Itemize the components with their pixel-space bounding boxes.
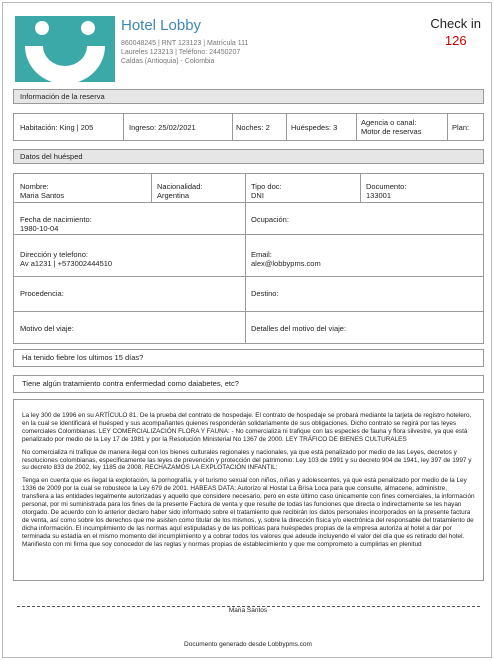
- guest-table: [13, 173, 484, 344]
- name-value: Maria Santos: [20, 191, 65, 200]
- birth-label: Fecha de nacimiento:: [20, 215, 92, 224]
- doctype-label: Tipo doc:: [251, 182, 282, 191]
- nationality-value: Argentina: [157, 191, 190, 200]
- legal-paragraph: Tenga en cuenta que es ilegal la explotación, la pornografía, y el turismo sexual con niños, niñas y adolescentes, ya que está penalizado por medio de la Ley 1336 de 2009 por la cual se robustece la Ley 679 de 2001. HABEAS DATA: Autorizo al Hostal La Brisa Loca para que consulte, almacene, administre, transfiera a las entidades legalmente autorizadas y aquello que considere necesario, pero en este último caso únicamente con fines comerciales, la información personal, por mi suministrada para los fines de la presente Factura de venta y que resulte de todas las funciones que directa o indirectamente se les hayan otorgado. De acuerdo con lo anterior declaro haber sido informado sobre el tratamiento que recibirán los datos personales incorporados en la presente factura de venta, así como sobre los derechos que me asisten como titular de los mismos, y, sobre la dirección física y/o electrónica del responsable del tratamiento de dicha información. El incumplimiento de las normas aquí estipuladas y de las políticas para huéspedes propias de la empresa autoriza al hotel a dar por terminada su estadía en el mismo momento del incumplimiento y a cobrar todos los valores que adeude incluyendo el valor del día que es retirado del hotel. Manifiesto con mi firma que soy conocedor de las reglas y normas propias de establecimiento y que me comprometo a cumplirlas en plenitud: [22, 477, 475, 548]
- nationality-field: [157, 182, 202, 200]
- address-label: Dirección y telefono:: [20, 250, 88, 259]
- email-label: Email:: [251, 250, 272, 259]
- origin-field: Procedencia:: [20, 289, 64, 298]
- registration-card: [2, 2, 492, 658]
- hotel-info-line2: Laureles 123213 | Teléfono: 24450207: [121, 49, 241, 56]
- agency-label: Agencia o canal:: [361, 118, 417, 127]
- guests-field: Huéspedes: 3: [291, 123, 338, 132]
- doctype-field: [251, 182, 282, 200]
- nationality-label: Nacionalidad:: [157, 182, 203, 191]
- treatment-question: Tiene algún tratamiento contra enfermedad como daiabetes, etc?: [13, 375, 484, 393]
- hotel-info-line3: Caldas (Antioquia) - Colombia: [121, 58, 215, 65]
- checkin-number: 126: [444, 33, 467, 48]
- reservation-section-title: Información de la reserva: [13, 89, 484, 104]
- hotel-name: Hotel Lobby: [121, 17, 202, 34]
- legal-terms: [13, 399, 484, 581]
- name-label: Nombre:: [20, 182, 49, 191]
- agency-field: [361, 118, 421, 136]
- hotel-info: [121, 39, 248, 66]
- footer-text: Documento generado desde Lobbypms.com: [184, 641, 312, 648]
- doctype-value: DNI: [251, 191, 264, 200]
- nights-field: Noches: 2: [236, 123, 270, 132]
- name-field: [20, 182, 64, 200]
- document-label: Documento:: [366, 182, 407, 191]
- reason-detail-field: Detalles del motivo del viaje:: [251, 324, 347, 333]
- birth-field: [20, 215, 92, 233]
- room-field: Habitación: King | 205: [20, 123, 94, 132]
- birth-value: 1980-10-04: [20, 224, 59, 233]
- address-value: Av a1231 | +573002444510: [20, 259, 113, 268]
- hotel-info-line1: 860048245 | RNT 123123 | Matrícula 111: [121, 40, 249, 47]
- document-value: 133001: [366, 191, 392, 200]
- signature-name: Maria Santos: [228, 607, 268, 614]
- checkin-label: Check in: [430, 16, 481, 31]
- reason-field: Motivo del viaje:: [20, 324, 74, 333]
- guest-section-title: Datos del huésped: [13, 149, 484, 164]
- agency-value: Motor de reservas: [361, 127, 422, 136]
- email-value: alex@lobbypms.com: [251, 259, 321, 268]
- checkin-date-field: Ingreso: 25/02/2021: [129, 123, 196, 132]
- hotel-logo: [15, 16, 115, 82]
- checkin-block: [430, 16, 481, 48]
- email-field: [251, 250, 321, 268]
- fever-question: Ha tenido fiebre los ultimos 15 días?: [13, 349, 484, 367]
- legal-paragraph: No comercializa ni trafique de manera ilegal con los bienes culturales regionales y nacionales, ya que está penalizado por medio de las Leyes, decretos y resoluciones colombianas, específicamente las leyes de prevención y protección del patrimonio: Ley 103 de 1991 y su decreto 904 de 1941, ley 397 de 1997 y su decreto 833 de 2002, ley 1185 de 2008. RECHAZAMOS LA EXPLOTACIÓN INFANTIL:: [22, 448, 472, 472]
- occupation-field: Ocupación:: [251, 215, 289, 224]
- destination-field: Destino:: [251, 289, 279, 298]
- document-field: [366, 182, 406, 200]
- address-field: [20, 250, 112, 268]
- legal-paragraph: La ley 300 de 1996 en su ARTÍCULO 81. De la prueba del contrato de hospedaje. El contrato de hospedaje se probará mediante la tarjeta de registro hotelero, en la cual se identificará el huésped y sus acompañantes quienes responderán solidariamente de sus obligaciones. Dicho contrato se regirá por las leyes comerciales Colombianas. LEY COMERCIALIZACIÓN FLORA Y FAUNA: - No comercializa ni trafique con las especies de fauna y flora silvestre, ya que está penalizado por medio de la Ley 17 de 1981 y por la Resolución Ministerial No 1367 de 2000. LEY TRÁFICO DE BIENES CULTURALES: [22, 412, 472, 443]
- plan-field: Plan:: [452, 123, 470, 132]
- reservation-row: [13, 113, 484, 141]
